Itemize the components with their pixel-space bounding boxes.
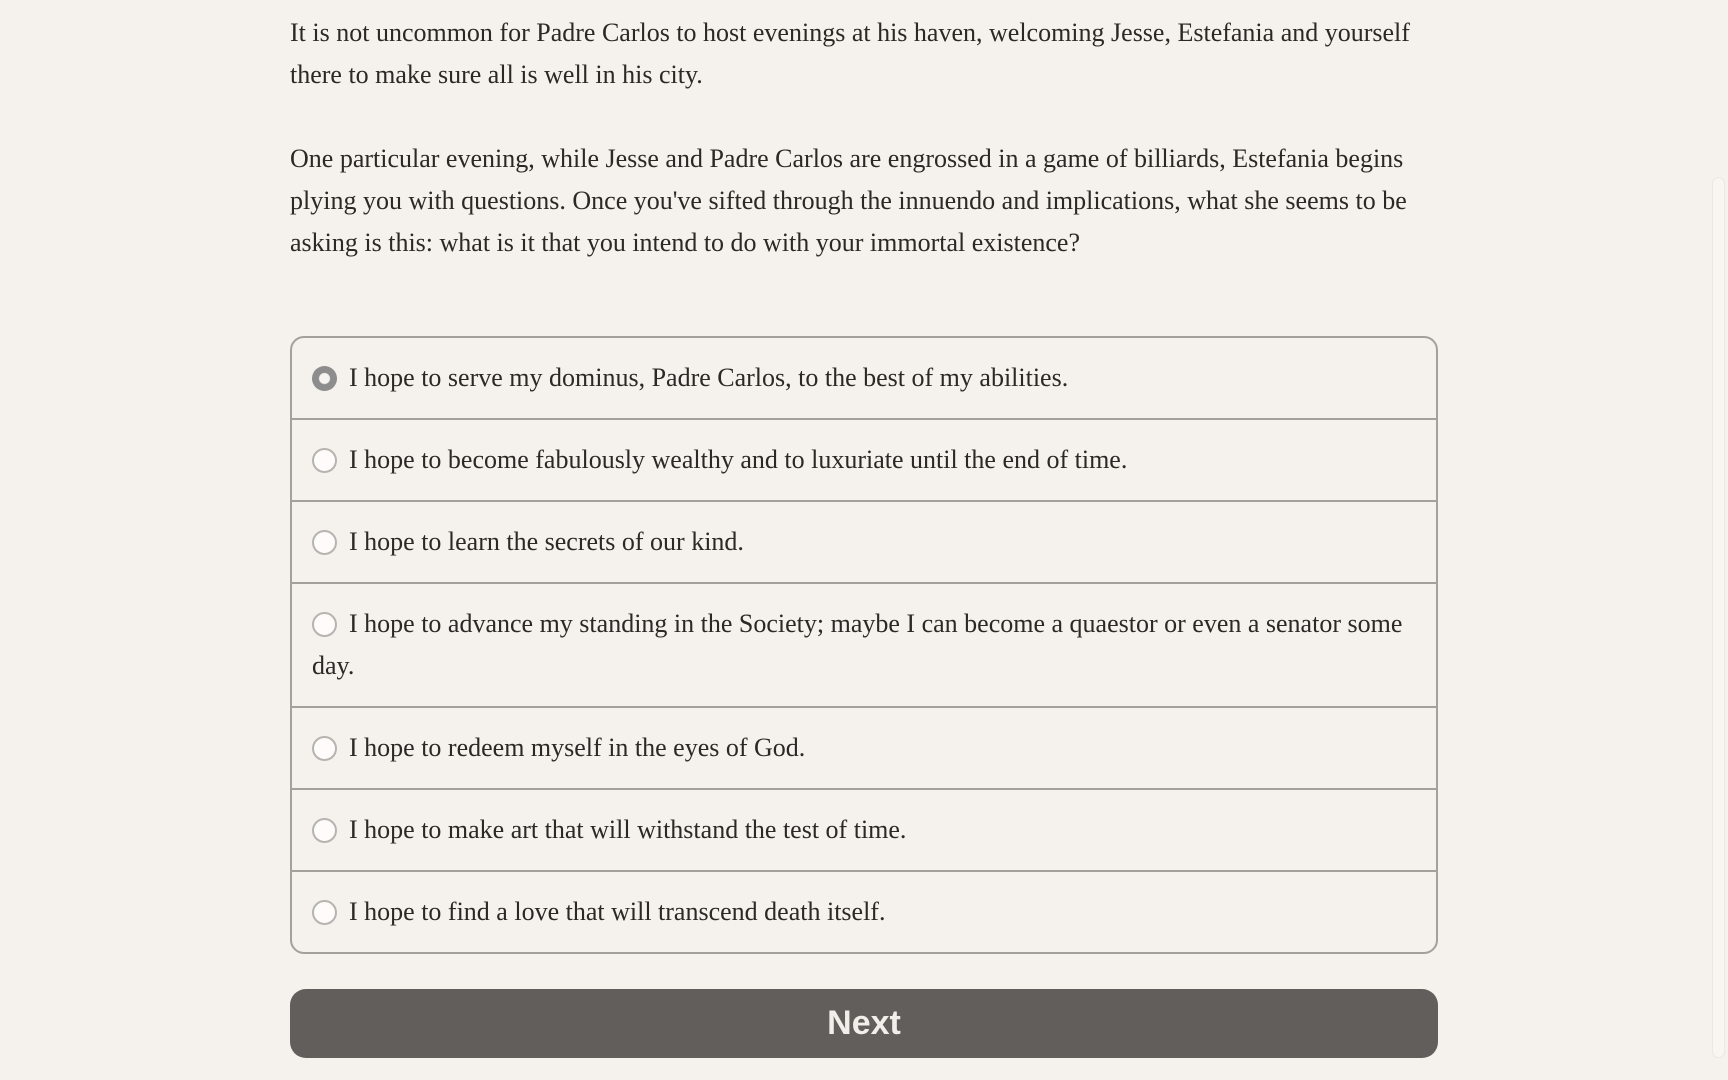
choice-options-group bbox=[290, 336, 1438, 954]
radio-icon[interactable] bbox=[312, 448, 337, 473]
radio-icon[interactable] bbox=[312, 736, 337, 761]
option-row[interactable] bbox=[292, 500, 1436, 582]
radio-icon[interactable] bbox=[312, 900, 337, 925]
radio-icon[interactable] bbox=[312, 366, 337, 391]
story-paragraph: It is not uncommon for Padre Carlos to host evenings at his haven, welcoming Jesse, Estefania and yourself there to make sure all is well in his city. bbox=[290, 18, 1410, 89]
radio-icon[interactable] bbox=[312, 612, 337, 637]
radio-icon[interactable] bbox=[312, 530, 337, 555]
radio-icon[interactable] bbox=[312, 818, 337, 843]
story-text bbox=[290, 12, 1438, 306]
option-row[interactable] bbox=[292, 706, 1436, 788]
next-button[interactable]: Next bbox=[290, 989, 1438, 1058]
option-row[interactable] bbox=[292, 338, 1436, 418]
option-row[interactable] bbox=[292, 418, 1436, 500]
option-row[interactable] bbox=[292, 582, 1436, 706]
option-label: I hope to learn the secrets of our kind. bbox=[349, 527, 744, 556]
option-label: I hope to make art that will withstand the test of time. bbox=[349, 815, 907, 844]
option-label: I hope to redeem myself in the eyes of God. bbox=[349, 733, 806, 762]
option-label: I hope to advance my standing in the Society; maybe I can become a quaestor or even a senator some day. bbox=[312, 609, 1403, 680]
scrollbar-thumb[interactable] bbox=[1712, 177, 1725, 1058]
option-row[interactable] bbox=[292, 788, 1436, 870]
option-label: I hope to serve my dominus, Padre Carlos, to the best of my abilities. bbox=[349, 363, 1069, 392]
option-row[interactable] bbox=[292, 870, 1436, 952]
story-paragraph: One particular evening, while Jesse and Padre Carlos are engrossed in a game of billiards, Estefania begins plying you with questions. Once you've sifted through the innuendo and implications, what she seems to be asking is this: what is it that you intend to do with your immortal existence? bbox=[290, 144, 1407, 257]
option-label: I hope to become fabulously wealthy and to luxuriate until the end of time. bbox=[349, 445, 1128, 474]
option-label: I hope to find a love that will transcend death itself. bbox=[349, 897, 886, 926]
